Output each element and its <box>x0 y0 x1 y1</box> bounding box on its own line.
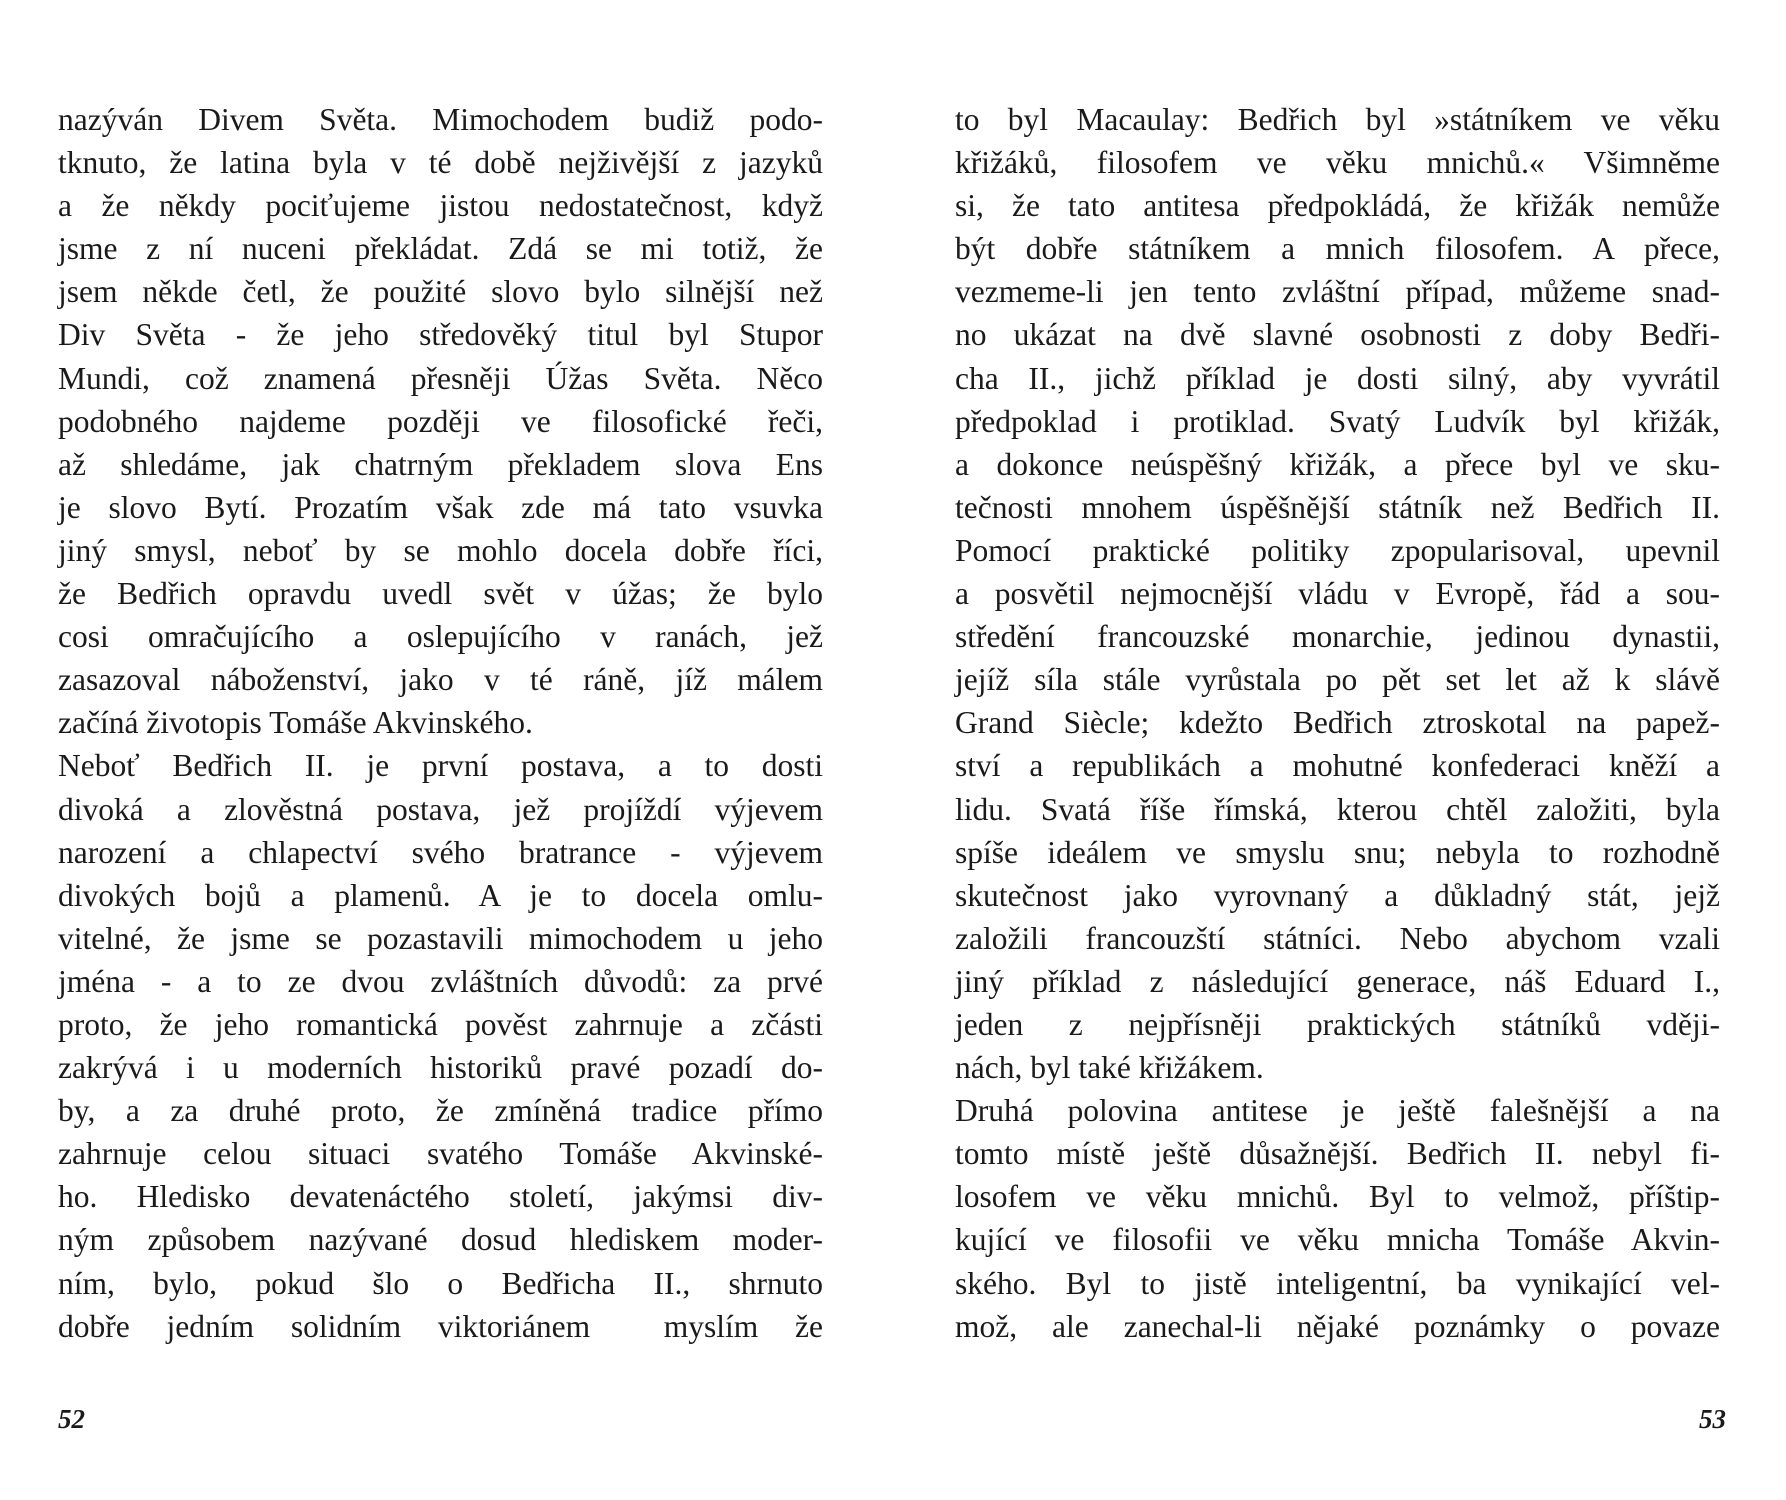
text-line: Druhá polovina antitese je ještě falešnější a na <box>955 1093 1720 1129</box>
text-line: dobře jedním solidním viktoriánem myslím že <box>58 1308 823 1344</box>
text-line: proto, že jeho romantická pověst zahrnuje a zčásti <box>58 1006 823 1042</box>
text-line: tknuto, že latina byla v té době nejživější z jazyků <box>58 145 823 181</box>
text-line: Pomocí praktické politiky zpopularisoval, upevnil <box>955 532 1720 568</box>
text-line: Mundi, což znamená přesněji Úžas Světa. Něco <box>58 360 823 396</box>
text-line: jeden z nejpřísněji praktických státníků vději- <box>955 1006 1720 1042</box>
paragraph-end-line: začíná životopis Tomáše Akvinského. <box>58 705 533 741</box>
text-line: až shledáme, jak chatrným překladem slova Ens <box>58 446 823 482</box>
page-number: 52 <box>58 1404 85 1434</box>
text-line: Neboť Bedřich II. je první postava, a to dosti <box>58 748 823 784</box>
text-line: skutečnost jako vyrovnaný a důkladný stát, jejž <box>955 877 1720 913</box>
paragraph-end-line: nách, byl také křižákem. <box>955 1050 1264 1086</box>
text-line: ným způsobem nazývané dosud hlediskem moder- <box>58 1222 823 1258</box>
text-line: jsem někde četl, že použité slovo bylo silnější než <box>58 274 823 310</box>
text-line: no ukázat na dvě slavné osobnosti z doby Bedři- <box>955 317 1720 353</box>
text-line: mož, ale zanechal-li nějaké poznámky o povaze <box>955 1308 1720 1344</box>
text-line: tomto místě ještě důsažnější. Bedřich II. nebyl fi- <box>955 1136 1720 1172</box>
text-line: to byl Macaulay: Bedřich byl »státníkem ve věku <box>955 102 1720 137</box>
text-line: zahrnuje celou situaci svatého Tomáše Akvinské- <box>58 1136 823 1172</box>
text-line: a dokonce neúspěšný křižák, a přece byl ve sku- <box>955 446 1720 482</box>
text-line: jména - a to ze dvou zvláštních důvodů: za prvé <box>58 963 823 999</box>
text-line: si, že tato antitesa předpokládá, že křižák nemůže <box>955 188 1720 224</box>
text-line: jejíž síla stále vyrůstala po pět set let až k slávě <box>955 662 1720 698</box>
text-line: být dobře státníkem a mnich filosofem. A přece, <box>955 231 1720 267</box>
text-line: lidu. Svatá říše římská, kterou chtěl založiti, byla <box>955 791 1720 827</box>
text-line: narození a chlapectví svého bratrance - výjevem <box>58 834 823 870</box>
text-line: cosi omračujícího a oslepujícího v ranách, jež <box>58 619 823 655</box>
text-line: středění francouzské monarchie, jedinou dynastii, <box>955 619 1720 655</box>
text-line: jsme z ní nuceni překládat. Zdá se mi totiž, že <box>58 231 823 267</box>
text-line: nazýván Divem Světa. Mimochodem budiž podo- <box>58 102 823 137</box>
text-line: ství a republikách a mohutné konfederaci kněží a <box>955 748 1720 784</box>
text-line: cha II., jichž příklad je dosti silný, aby vyvrátil <box>955 360 1720 396</box>
text-line: Div Světa - že jeho středověký titul byl Stupor <box>58 317 823 353</box>
text-line: zakrývá i u moderních historiků pravé pozadí do- <box>58 1050 823 1086</box>
text-line: divokých bojů a plamenů. A je to docela omlu- <box>58 877 823 913</box>
right-page <box>893 0 1786 1500</box>
text-line: jiný příklad z následující generace, náš Eduard I., <box>955 963 1720 999</box>
text-line: ho. Hledisko devatenáctého století, jakýmsi div- <box>58 1179 823 1215</box>
right-page-text <box>955 98 1720 1348</box>
text-line: vezmeme-li jen tento zvláštní případ, můžeme snad- <box>955 274 1720 310</box>
text-line: losofem ve věku mnichů. Byl to velmož, příštip- <box>955 1179 1720 1215</box>
text-line: vitelné, že jsme se pozastavili mimochodem u jeho <box>58 920 823 956</box>
text-line: by, a za druhé proto, že zmíněná tradice přímo <box>58 1093 823 1129</box>
text-line: ním, bylo, pokud šlo o Bedřicha II., shrnuto <box>58 1265 823 1301</box>
text-line: založili francouzští státníci. Nebo abychom vzali <box>955 920 1720 956</box>
text-line: předpoklad i protiklad. Svatý Ludvík byl křižák, <box>955 403 1720 439</box>
text-line: a posvětil nejmocnější vládu v Evropě, řád a sou- <box>955 576 1720 612</box>
text-line: že Bedřich opravdu uvedl svět v úžas; že bylo <box>58 576 823 612</box>
left-page-text <box>58 98 823 1348</box>
text-line: zasazoval náboženství, jako v té ráně, jíž málem <box>58 662 823 698</box>
text-line: divoká a zlověstná postava, jež projíždí výjevem <box>58 791 823 827</box>
text-line: ského. Byl to jistě inteligentní, ba vynikající vel- <box>955 1265 1720 1301</box>
page-number: 53 <box>1699 1404 1726 1434</box>
text-line: podobného najdeme později ve filosofické řeči, <box>58 403 823 439</box>
text-line: je slovo Bytí. Prozatím však zde má tato vsuvka <box>58 489 823 525</box>
text-line: jiný smysl, neboť by se mohlo docela dobře říci, <box>58 532 823 568</box>
text-line: kující ve filosofii ve věku mnicha Tomáše Akvin- <box>955 1222 1720 1258</box>
text-line: tečnosti mnohem úspěšnější státník než Bedřich II. <box>955 489 1720 525</box>
text-line: a že někdy pociťujeme jistou nedostatečnost, když <box>58 188 823 224</box>
text-line: křižáků, filosofem ve věku mnichů.« Všimněme <box>955 145 1720 181</box>
text-line: spíše ideálem ve smyslu snu; nebyla to rozhodně <box>955 834 1720 870</box>
text-line: Grand Siècle; kdežto Bedřich ztroskotal na papež- <box>955 705 1720 741</box>
